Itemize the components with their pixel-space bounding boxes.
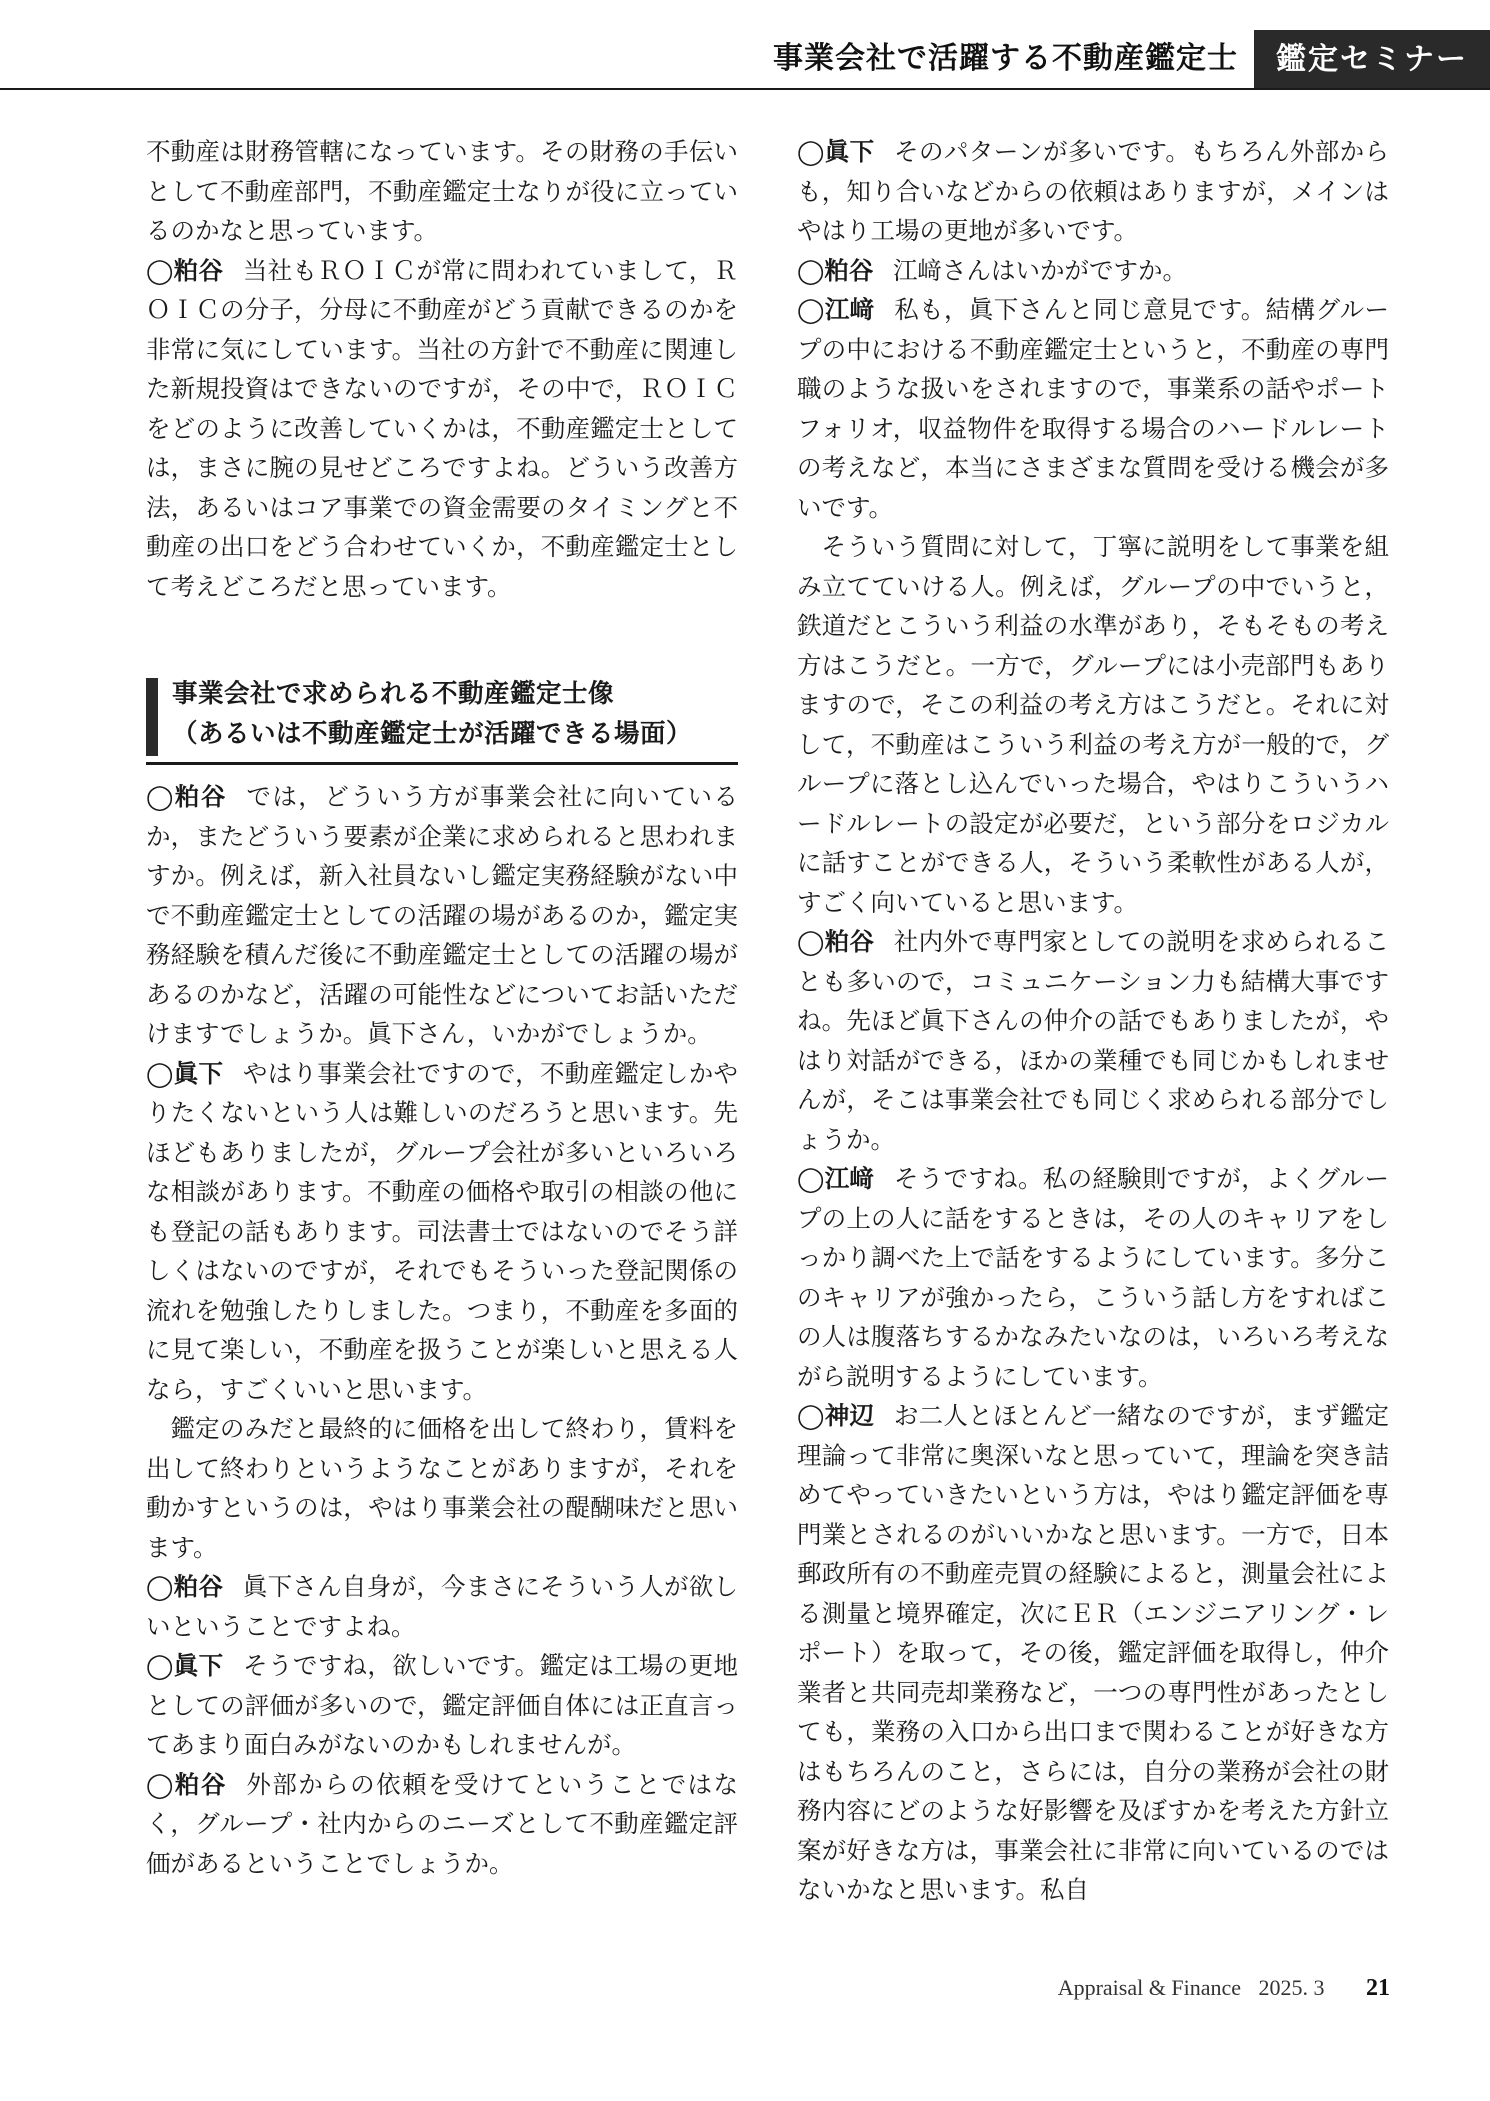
paragraph — [146, 1646, 738, 1765]
paragraph-text: では，どういう方が事業会社に向いているか，またどういう要素が企業に求められると思われますか。例えば，新入社員ないし鑑定実務経験がない中で不動産鑑定士としての活躍の場があるのか，鑑定実務経験を積んだ後に不動産鑑定士としての活躍の場があるのかなど，活躍の可能性などについてお話いただけますでしょうか。眞下さん，いかがでしょうか。 — [146, 782, 739, 1048]
header-rule — [0, 88, 1490, 90]
paragraph — [146, 1054, 738, 1410]
paragraph — [146, 251, 738, 607]
heading-line-1: 事業会社で求められる不動産鑑定士像 — [172, 679, 615, 709]
speaker-label: ◯眞下 — [146, 1651, 224, 1680]
speaker-label: ◯神辺 — [797, 1401, 875, 1430]
paragraph — [797, 922, 1389, 1159]
paragraph — [146, 1409, 738, 1567]
paragraph-text: そのパターンが多いです。もちろん外部からも，知り合いなどからの依頼はありますが，メインはやはり工場の更地が多いです。 — [797, 137, 1389, 245]
paragraph — [146, 1765, 738, 1884]
speaker-label: ◯江﨑 — [797, 295, 875, 324]
paragraph-text: 外部からの依頼を受けてということではなく，グループ・社内からのニーズとして不動産鑑定評価があるということでしょうか。 — [146, 1769, 739, 1878]
speaker-label: ◯粕谷 — [797, 927, 875, 956]
paragraph-text: 江﨑さんはいかがですか。 — [893, 255, 1188, 285]
speaker-label: ◯粕谷 — [146, 1572, 224, 1601]
paragraph — [797, 132, 1389, 251]
speaker-label: ◯粕谷 — [146, 1769, 227, 1799]
paragraph-text: 当社もＲＯＩＣが常に問われていまして，ＲＯＩＣの分子，分母に不動産がどう貢献できるのかを非常に気にしています。当社の方針で不動産に関連した新規投資はできないのですが，その中で，ＲＯＩＣをどのように改善していくかは，不動産鑑定士としては，まさに腕の見せどころですよね。どういう改善方法，あるいはコア事業での資金需要のタイミングと不動産の出口をどう合わせていくか，不動産鑑定士として考えどころだと思っています。 — [146, 255, 739, 601]
paragraph-text: 社内外で専門家としての説明を求められることも多いので，コミュニケーション力も結構大事ですね。先ほど眞下さんの仲介の話でもありましたが，やはり対話ができる，ほかの業種でも同じかもしれませんが，そこは事業会社でも同じく求められる部分でしょうか。 — [797, 927, 1390, 1154]
speaker-label: ◯眞下 — [797, 137, 875, 166]
paragraph-text: 眞下さん自身が，今まさにそういう人が欲しいということですよね。 — [146, 1572, 739, 1641]
paragraph — [797, 1396, 1389, 1910]
running-title: 事業会社で活躍する不動産鑑定士 — [773, 41, 1238, 76]
issue-date: 2025. 3 — [1258, 1975, 1325, 2000]
paragraph — [146, 777, 738, 1054]
paragraph — [146, 1567, 738, 1646]
paragraph-text: やはり事業会社ですので，不動産鑑定しかやりたくないという人は難しいのだろうと思います。先ほどもありましたが，グループ会社が多いといろいろな相談があります。不動産の価格や取引の相談の他にも登記の話もあります。司法書士ではないのでそう詳しくはないのですが，それでもそういった登記関係の流れを勉強したりしました。つまり，不動産を多面的に見て楽しい，不動産を扱うことが楽しいと思える人なら，すごくいいと思います。 — [146, 1058, 739, 1404]
speaker-label: ◯粕谷 — [146, 255, 224, 285]
paragraph — [146, 132, 738, 251]
speaker-label: ◯眞下 — [146, 1058, 224, 1088]
left-column — [146, 132, 738, 1883]
section-heading — [146, 674, 738, 765]
speaker-label: ◯江﨑 — [797, 1164, 875, 1193]
paragraph — [797, 1159, 1389, 1396]
speaker-label: ◯粕谷 — [797, 255, 874, 285]
page-number: 21 — [1366, 1975, 1390, 2001]
page-header — [0, 0, 1490, 92]
section-tab: 鑑定セミナー — [1254, 30, 1490, 90]
heading-bar — [146, 678, 158, 756]
page-footer — [1058, 1968, 1390, 2008]
paragraph-text: 不動産は財務管轄になっています。その財務の手伝いとして不動産部門，不動産鑑定士なりが役に立っているのかなと思っています。 — [146, 137, 738, 245]
paragraph-text: 鑑定のみだと最終的に価格を出して終わり，賃料を出して終わりというようなことがありますが，それを動かすというのは，やはり事業会社の醍醐味だと思います。 — [146, 1414, 738, 1562]
heading-line-2: （あるいは不動産鑑定士が活躍できる場面） — [172, 719, 693, 749]
paragraph-text: そうですね。私の経験則ですが，よくグループの上の人に話をするときは，その人のキャリアをしっかり調べた上で話をするようにしています。多分このキャリアが強かったら，こういう話し方をすればこの人は腹落ちするかなみたいなのは，いろいろ考えながら説明するようにしています。 — [797, 1164, 1390, 1391]
speaker-label: ◯粕谷 — [146, 782, 227, 811]
paragraph-text: お二人とほとんど一緒なのですが，まず鑑定理論って非常に奥深いなと思っていて，理論を突き詰めてやっていきたいという方は，やはり鑑定評価を専門業とされるのがいいかなと思います。一方で，日本郵政所有の不動産売買の経験によると，測量会社による測量と境界確定，次にＥＲ（エンジニアリング・レポート）を取って，その後，鑑定評価を取得し，仲介業者と共同売却業務など，一つの専門性があったとしても，業務の入口から出口まで関わることが好きな方はもちろんのこと，さらには，自分の業務が会社の財務内容にどのような好影響を及ぼすかを考えた方針立案が好きな方は，事業会社に非常に向いているのではないかなと思います。私自 — [797, 1401, 1390, 1904]
paragraph — [797, 527, 1389, 922]
paragraph-text: 私も，眞下さんと同じ意見です。結構グループの中における不動産鑑定士というと，不動産の専門職のような扱いをされますので，事業系の話やポートフォリオ，収益物件を取得する場合のハードルレートの考えなど，本当にさまざまな質問を受ける機会が多いです。 — [797, 295, 1389, 522]
paragraph-text: そうですね，欲しいです。鑑定は工場の更地としての評価が多いので，鑑定評価自体には正直言ってあまり面白みがないのかもしれませんが。 — [146, 1651, 739, 1759]
right-column — [797, 132, 1389, 1910]
paragraph — [797, 290, 1389, 527]
paragraph-text: そういう質問に対して，丁寧に説明をして事業を組み立てていける人。例えば，グループの中でいうと，鉄道だとこういう利益の水準があり，そもそもの考え方はこうだと。一方で，グループには小売部門もありますので，そこの利益の考え方はこうだと。それに対して，不動産はこういう利益の考え方が一般的で，グループに落とし込んでいった場合，やはりこういうハードルレートの設定が必要だ，という部分をロジカルに話すことができる人，そういう柔軟性がある人が，すごく向いていると思います。 — [797, 532, 1389, 917]
paragraph — [797, 251, 1389, 291]
journal-name: Appraisal & Finance — [1057, 1975, 1241, 2000]
